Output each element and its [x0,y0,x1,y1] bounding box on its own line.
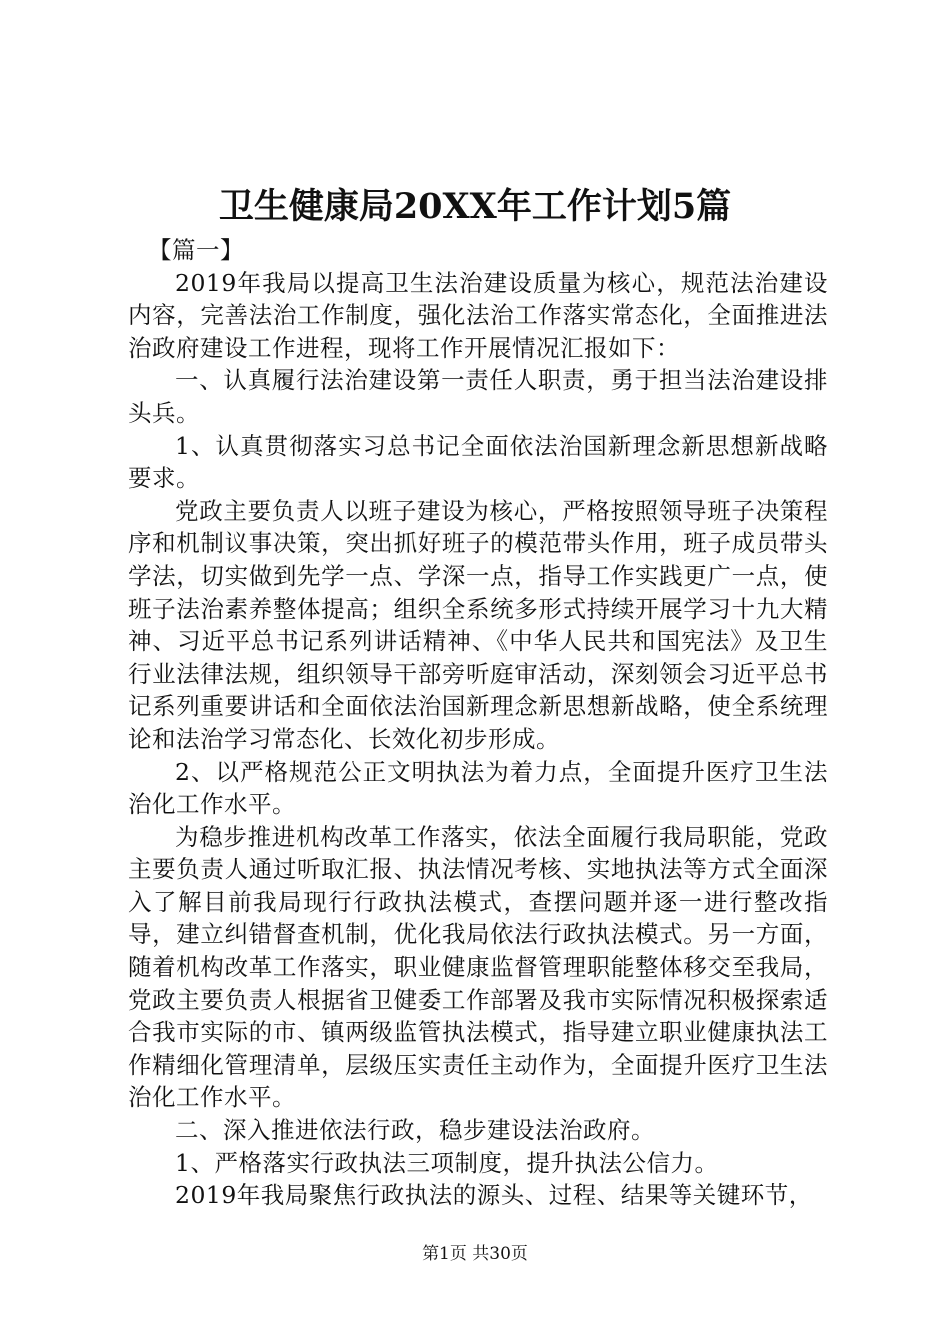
paragraph: 2、以严格规范公正文明执法为着力点，全面提升医疗卫生法治化工作水平。 [128,757,828,819]
paragraph: 二、深入推进依法行政，稳步建设法治政府。 [175,1116,655,1145]
paragraph: 一、认真履行法治建设第一责任人职责，勇于担当法治建设排头兵。 [128,366,828,427]
page-footer: 第1页 共30页 [422,1244,528,1264]
document-body [128,234,828,1212]
paragraph: 2019年我局以提高卫生法治建设质量为核心，规范法治建设内容，完善法治工作制度，强化法治工作落实常态化，全面推进法治政府建设工作进程，现将工作开展情况汇报如下： [128,268,828,362]
document-title: 卫生健康局20XX年工作计划5篇 [218,186,732,227]
paragraph: 1、认真贯彻落实习总书记全面依法治国新理念新思想新战略要求。 [128,431,828,493]
paragraph: 2019年我局聚焦行政执法的源头、过程、结果等关键环节， [175,1181,813,1210]
section-tag: 【篇一】 [148,236,244,264]
paragraph: 1、严格落实行政执法三项制度，提升执法公信力。 [175,1148,719,1177]
paragraph: 党政主要负责人以班子建设为核心，严格按照领导班子决策程序和机制议事决策，突出抓好班子的模范带头作用，班子成员带头学法，切实做到先学一点、学深一点，指导工作实践更广一点，使班子法治素养整体提高；组织全系统多形式持续开展学习十九大精神、习近平总书记系列讲话精神、《中华人民共和国宪法》及卫生行业法律法规，组织领导干部旁听庭审活动，深刻领会习近平总书记系列重要讲话和全面依法治国新理念新思想新战略，使全系统理论和法治学习常态化、长效化初步形成。 [128,496,828,753]
paragraph: 为稳步推进机构改革工作落实，依法全面履行我局职能，党政主要负责人通过听取汇报、执法情况考核、实地执法等方式全面深入了解目前我局现行行政执法模式，查摆问题并逐一进行整改指导，建立纠错督查机制，优化我局依法行政执法模式。另一方面，随着机构改革工作落实，职业健康监督管理职能整体移交至我局，党政主要负责人根据省卫健委工作部署及我市实际情况积极探索适合我市实际的市、镇两级监管执法模式，指导建立职业健康执法工作精细化管理清单，层级压实责任主动作为，全面提升医疗卫生法治化工作水平。 [128,822,828,1112]
